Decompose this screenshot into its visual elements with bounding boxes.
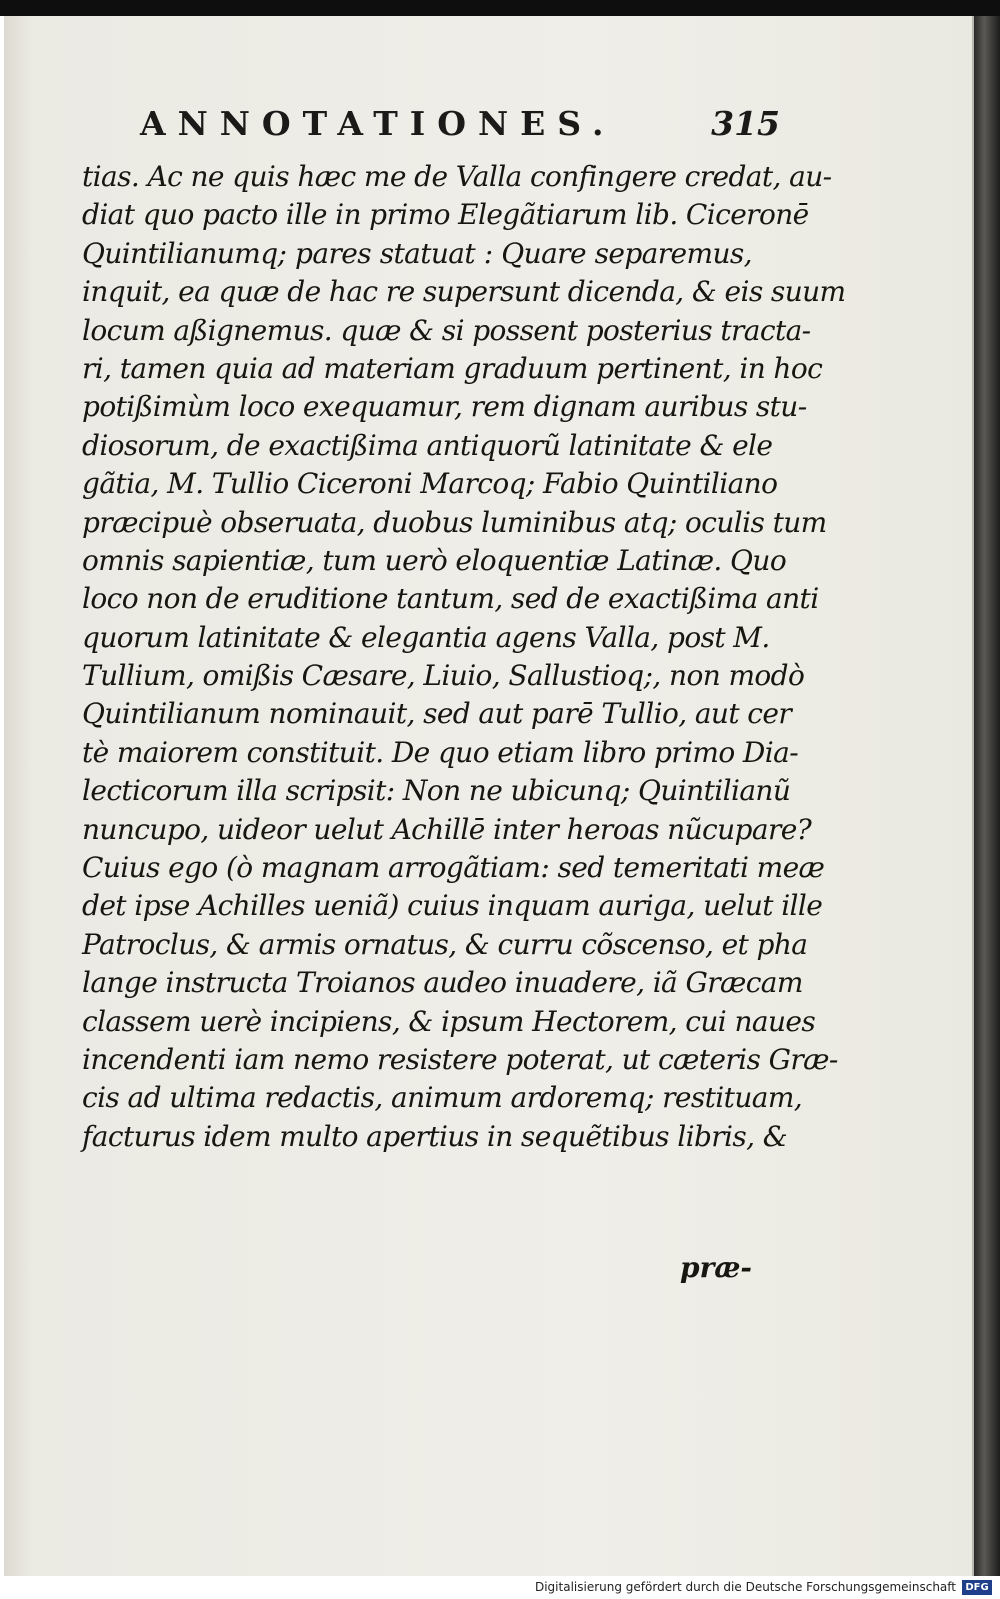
catchword: præ- xyxy=(680,1251,753,1284)
text-line: ri, tamen quia ad materiam graduum pertinent, in hoc xyxy=(82,351,823,385)
running-title: ANNOTATIONES. xyxy=(140,104,616,143)
text-line: Tullium, omißis Cæsare, Liuio, Sallustioq;, non modò xyxy=(82,659,805,693)
scan-top-border xyxy=(0,0,1000,16)
text-line: præcipuè obseruata, duobus luminibus atq; oculis tum xyxy=(82,505,827,539)
text-line: Cuius ego (ò magnam arrogãtiam: sed temeritati meæ xyxy=(82,851,825,885)
text-line: lange instructa Troianos audeo inuadere, iã Græcam xyxy=(82,966,803,1000)
text-line: classem uerè incipiens, & ipsum Hectorem, cui naues xyxy=(82,1004,816,1038)
text-line: potißimùm loco exequamur, rem dignam auribus stu- xyxy=(82,390,807,424)
text-line: det ipse Achilles ueniã) cuius inquam auriga, uelut ille xyxy=(82,889,823,923)
page-edge-shadow xyxy=(974,16,1000,1576)
text-line: inquit, ea quæ de hac re supersunt dicenda, & eis suum xyxy=(82,275,846,309)
text-line: tias. Ac ne quis hæc me de Valla confingere credat, au- xyxy=(82,160,832,193)
text-line: Quintilianumq; pares statuat : Quare separemus, xyxy=(82,236,752,270)
dfg-logo: DFG xyxy=(962,1580,992,1595)
text-line: lecticorum illa scripsit: Non ne ubicunq; Quintilianũ xyxy=(82,774,791,808)
text-line: nuncupo, uideor uelut Achillē inter heroas nũcupare? xyxy=(82,812,812,846)
page-number: 315 xyxy=(711,104,780,143)
body-text xyxy=(82,158,846,1156)
text-line: incendenti iam nemo resistere poterat, ut cæteris Græ- xyxy=(82,1042,838,1076)
text-line: Quintilianum nominauit, sed aut parē Tullio, aut cer xyxy=(82,697,792,731)
running-head xyxy=(140,104,780,143)
text-line: tè maiorem constituit. De quo etiam libro primo Dia- xyxy=(82,735,799,769)
text-line: omnis sapientiæ, tum uerò eloquentiæ Latinæ. Quo xyxy=(82,543,787,577)
footer-bar xyxy=(0,1577,1000,1599)
text-line: facturus idem multo apertius in sequẽtibus libris, & xyxy=(82,1119,788,1153)
text-line: locum aßignemus. quæ & si possent posterius tracta- xyxy=(82,313,811,347)
text-line: cis ad ultima redactis, animum ardoremq; restituam, xyxy=(82,1081,803,1115)
text-line: Patroclus, & armis ornatus, & curru cõscenso, et pha xyxy=(82,927,808,961)
text-line: loco non de eruditione tantum, sed de exactißima anti xyxy=(82,582,819,616)
text-line: quorum latinitate & elegantia agens Valla, post M. xyxy=(82,620,770,654)
text-line: gãtia, M. Tullio Ciceroni Marcoq; Fabio Quintiliano xyxy=(82,467,778,501)
funding-credit: Digitalisierung gefördert durch die Deutsche Forschungsgemeinschaft xyxy=(534,1580,956,1594)
text-line: diat quo pacto ille in primo Elegãtiarum lib. Ciceronē xyxy=(82,198,809,232)
text-line: diosorum, de exactißima antiquorũ latinitate & ele xyxy=(82,428,773,462)
